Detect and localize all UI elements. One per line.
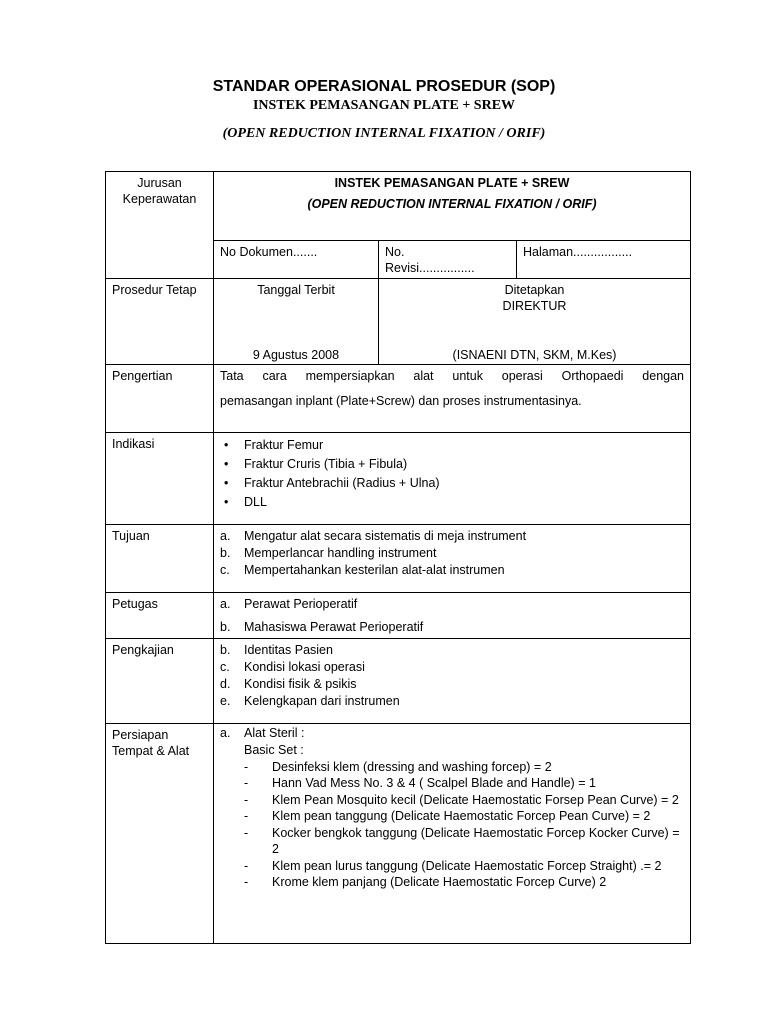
- halaman: Halaman.................: [523, 245, 633, 259]
- pengkajian-cell: [214, 639, 691, 724]
- list-item: [220, 759, 684, 776]
- page-subtitle-orif: (OPEN REDUCTION INTERNAL FIXATION / ORIF): [222, 126, 546, 141]
- doc-title: INSTEK PEMASANGAN PLATE + SREW: [334, 176, 570, 190]
- no-revisi-cell: [379, 241, 517, 279]
- list-marker: d.: [220, 677, 231, 691]
- indikasi-list: [220, 436, 684, 512]
- doc-subtitle: (OPEN REDUCTION INTERNAL FIXATION / ORIF): [307, 197, 597, 211]
- persiapan-label-line-2: Tempat & Alat: [112, 744, 190, 758]
- tujuan-item-text: Mempertahankan kesterilan alat-alat instrumen: [244, 563, 505, 577]
- org-name: Jurusan Keperawatan: [122, 176, 197, 206]
- persiapan-cell: [214, 724, 691, 944]
- no-revisi-label: No.: [385, 245, 405, 259]
- bullet-icon: •: [224, 476, 229, 490]
- bullet-icon: •: [224, 495, 229, 509]
- no-dokumen: No Dokumen.......: [220, 245, 318, 259]
- pengkajian-item-text: Identitas Pasien: [244, 643, 333, 657]
- dash-icon: -: [244, 776, 249, 790]
- list-item: [220, 676, 684, 693]
- alat-item-text: Klem pean tanggung (Delicate Haemostatic Forcep Pean Curve) = 2: [272, 809, 651, 823]
- persiapan-label-cell: [106, 724, 214, 944]
- list-marker: a.: [220, 726, 231, 740]
- indikasi-item-text: Fraktur Cruris (Tibia + Fibula): [244, 457, 408, 471]
- list-marker: b.: [220, 620, 231, 634]
- list-item: [220, 874, 684, 891]
- list-marker: e.: [220, 694, 231, 708]
- indikasi-cell: [214, 433, 691, 525]
- petugas-label: Petugas: [112, 597, 158, 611]
- list-item: [220, 493, 684, 512]
- dash-icon: -: [244, 809, 249, 823]
- dash-icon: -: [244, 858, 249, 873]
- tanggal-terbit-value: 9 Agustus 2008: [252, 348, 340, 362]
- petugas-item-text: Perawat Perioperatif: [244, 597, 358, 611]
- page-subtitle: INSTEK PEMASANGAN PLATE + SREW: [252, 98, 516, 113]
- dash-icon: -: [244, 875, 249, 889]
- alat-item-text: Krome klem panjang (Delicate Haemostatic Forcep Curve) 2: [272, 875, 607, 889]
- dash-icon: -: [244, 759, 249, 774]
- pengkajian-label: Pengkajian: [112, 643, 174, 657]
- petugas-item-text: Mahasiswa Perawat Perioperatif: [244, 620, 424, 634]
- list-marker: b.: [220, 643, 231, 657]
- persiapan-label-line-1: Persiapan: [112, 728, 169, 742]
- list-item: [220, 545, 684, 562]
- petugas-cell: [214, 593, 691, 639]
- list-marker: a.: [220, 597, 231, 611]
- tujuan-cell: [214, 525, 691, 593]
- list-item: [220, 858, 684, 875]
- list-item: [220, 619, 684, 636]
- alat-item-text: Desinfeksi klem (dressing and washing forcep) = 2: [272, 759, 552, 774]
- halaman-cell: [517, 241, 691, 279]
- list-marker: a.: [220, 529, 231, 543]
- list-item: [220, 562, 684, 579]
- indikasi-item-text: DLL: [244, 495, 267, 509]
- pengertian-cell: [214, 365, 691, 433]
- list-item: [220, 808, 684, 825]
- indikasi-item-text: Fraktur Femur: [244, 438, 324, 452]
- alat-steril-text: Alat Steril :: [244, 726, 305, 740]
- pengkajian-item-text: Kondisi fisik & psikis: [244, 677, 357, 691]
- list-item: [220, 642, 684, 659]
- tujuan-item-text: Mengatur alat secara sistematis di meja instrument: [244, 529, 527, 543]
- tujuan-label-cell: [106, 525, 214, 593]
- list-item: [220, 474, 684, 493]
- pengkajian-label-cell: [106, 639, 214, 724]
- tanggal-terbit-cell: [214, 279, 379, 365]
- list-item: [220, 775, 684, 792]
- pengertian-label: Pengertian: [112, 369, 173, 383]
- alat-steril-heading: [220, 725, 684, 742]
- pengkajian-item-text: Kelengkapan dari instrumen: [244, 694, 400, 708]
- list-marker: c.: [220, 660, 230, 674]
- list-item: [220, 693, 684, 710]
- indikasi-label-cell: [106, 433, 214, 525]
- list-item: [220, 596, 684, 613]
- list-item: [220, 528, 684, 545]
- petugas-label-cell: [106, 593, 214, 639]
- prosedur-tetap-cell: [106, 279, 214, 365]
- bullet-icon: •: [224, 457, 229, 471]
- alat-item-text: Hann Vad Mess No. 3 & 4 ( Scalpel Blade and Handle) = 1: [272, 776, 596, 790]
- list-item: [220, 436, 684, 455]
- pengertian-line-1: Tata cara mempersiapkan alat untuk operasi Orthopaedi dengan: [220, 369, 685, 383]
- pengkajian-item-text: Kondisi lokasi operasi: [244, 660, 365, 674]
- dash-icon: -: [244, 792, 249, 807]
- list-item: [220, 659, 684, 676]
- sop-table: [105, 171, 691, 944]
- tanggal-terbit-label: Tanggal Terbit: [257, 283, 335, 297]
- org-cell: [106, 172, 214, 279]
- list-item: [220, 792, 684, 809]
- ditetapkan-label: Ditetapkan: [504, 283, 565, 297]
- pengertian-label-cell: [106, 365, 214, 433]
- direktur-label: DIREKTUR: [502, 299, 567, 313]
- direktur-name: (ISNAENI DTN, SKM, M.Kes): [452, 348, 617, 362]
- list-item: [220, 825, 684, 858]
- basic-set-heading: Basic Set :: [244, 743, 304, 757]
- indikasi-item-text: Fraktur Antebrachii (Radius + Ulna): [244, 476, 440, 490]
- alat-item-text: Kocker bengkok tanggung (Delicate Haemostatic Forcep Kocker Curve) = 2: [272, 825, 680, 856]
- no-dokumen-cell: [214, 241, 379, 279]
- list-item: [220, 455, 684, 474]
- dash-icon: -: [244, 825, 249, 840]
- tujuan-item-text: Memperlancar handling instrument: [244, 546, 437, 560]
- indikasi-label: Indikasi: [112, 437, 155, 451]
- pengertian-line-2: pemasangan inplant (Plate+Screw) dan proses instrumentasinya.: [220, 394, 582, 408]
- alat-item-text: Klem Pean Mosquito kecil (Delicate Haemostatic Forsep Pean Curve) = 2: [272, 792, 679, 807]
- list-marker: c.: [220, 563, 230, 577]
- alat-item-text: Klem pean lurus tanggung (Delicate Haemostatic Forcep Straight) .= 2: [272, 858, 662, 873]
- page-title: STANDAR OPERASIONAL PROSEDUR (SOP): [212, 78, 556, 95]
- prosedur-tetap-label: Prosedur Tetap: [112, 283, 197, 297]
- doc-title-cell: [214, 172, 691, 241]
- tujuan-label: Tujuan: [112, 529, 150, 543]
- bullet-icon: •: [224, 438, 229, 452]
- no-revisi-value: Revisi................: [385, 261, 475, 275]
- ditetapkan-cell: [379, 279, 691, 365]
- list-marker: b.: [220, 546, 231, 560]
